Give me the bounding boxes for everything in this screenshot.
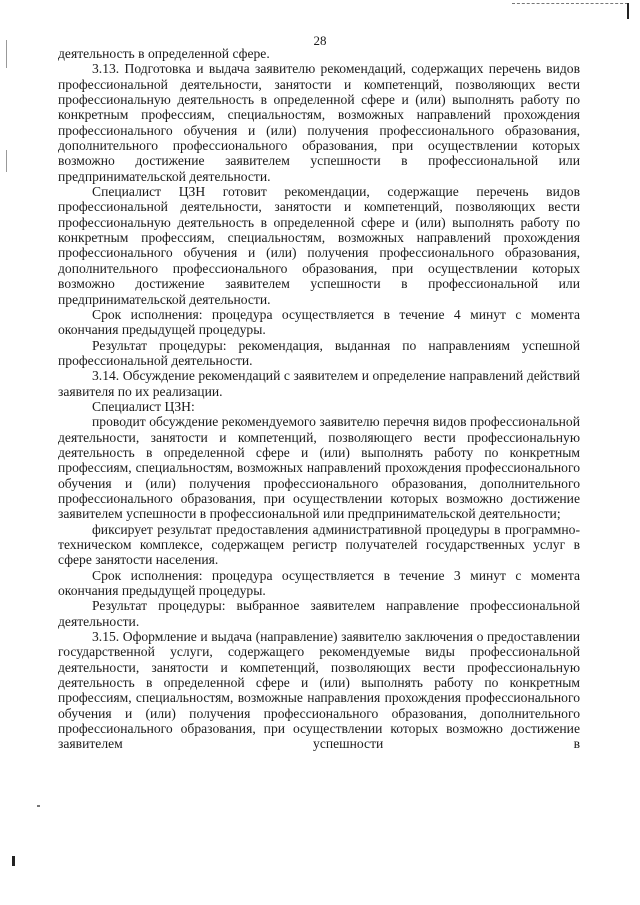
- paragraph: Результат процедуры: рекомендация, выданная по направлениям успешной профессиональной деятельности.: [58, 337, 580, 368]
- scan-corner-mark-horizontal: [512, 3, 628, 4]
- scan-edge-line-middle: [6, 150, 7, 172]
- document-body: [58, 46, 580, 752]
- paragraph: 3.13. Подготовка и выдача заявителю рекомендаций, содержащих перечень видов профессиональной деятельности, занятости и компетенций, позволяющих вести профессиональную деятельность в определенной сфере и (или) выполнять работу по конкретным профессиям, специальностям, возможных направлений прохождения профессионального обучения и (или) получения профессионального образования, дополнительного профессионального образования, при осуществлении которых возможно достижение заявителем успешности в профессиональной или предпринимательской деятельности.: [58, 61, 580, 184]
- page-number: 28: [313, 33, 327, 48]
- paragraph: проводит обсуждение рекомендуемого заявителю перечня видов профессиональной деятельности, занятости и компетенций, позволяющего вести профессиональную деятельность в определенной сфере и (или) выполнять работу по конкретным профессиям, специальностям, возможных направлений прохождения профессионального обучения и (или) получения профессионального образования, дополнительного профессионального образования, при осуществлении которых возможно достижение заявителем успешности в профессиональной или предпринимательской деятельности;: [58, 414, 580, 522]
- paragraph: Срок исполнения: процедура осуществляется в течение 3 минут с момента окончания предыдущей процедуры.: [58, 567, 580, 599]
- paragraph: Специалист ЦЗН:: [92, 398, 195, 414]
- scan-artifact-dot: [12, 856, 15, 866]
- paragraph: деятельность в определенной сфере.: [58, 46, 270, 61]
- paragraph: 3.14. Обсуждение рекомендаций с заявителем и определение направлений действий заявителя по их реализации.: [58, 368, 580, 399]
- scan-corner-mark-vertical: [627, 3, 629, 19]
- paragraph: Результат процедуры: выбранное заявителем направление профессиональной деятельности.: [58, 598, 580, 629]
- paragraph: Срок исполнения: процедура осуществляется в течение 4 минут с момента окончания предыдущей процедуры.: [58, 306, 580, 338]
- paragraph: Специалист ЦЗН готовит рекомендации, содержащие перечень видов профессиональной деятельности, занятости и компетенций, позволяющих вести профессиональную деятельность в определенной сфере и (или) выполнять работу по конкретным профессиям, специальностям, возможных направлений прохождения профессионального обучения и (или) получения профессионального образования, дополнительного профессионального образования, при осуществлении которых возможно достижение заявителем успешности в профессиональной или предпринимательской деятельности.: [58, 184, 580, 307]
- scan-artifact-speck: [37, 805, 40, 807]
- paragraph: фиксирует результат предоставления административной процедуры в программно-техническом комплексе, содержащем регистр получателей государственных услуг в сфере занятости населения.: [58, 521, 580, 568]
- paragraph: 3.15. Оформление и выдача (направление) заявителю заключения о предоставлении государственной услуги, содержащего рекомендуемые виды профессиональной деятельности, занятости и компетенций, позволяющих вести профессиональную деятельность в определенной сфере и (или) выполнять работу по конкретным профессиям, специальностям, возможные направления прохождения профессионального обучения и (или) получения профессионального образования, дополнительного профессионального образования, при осуществлении которых возможно достижение заявителем успешности в: [58, 629, 580, 752]
